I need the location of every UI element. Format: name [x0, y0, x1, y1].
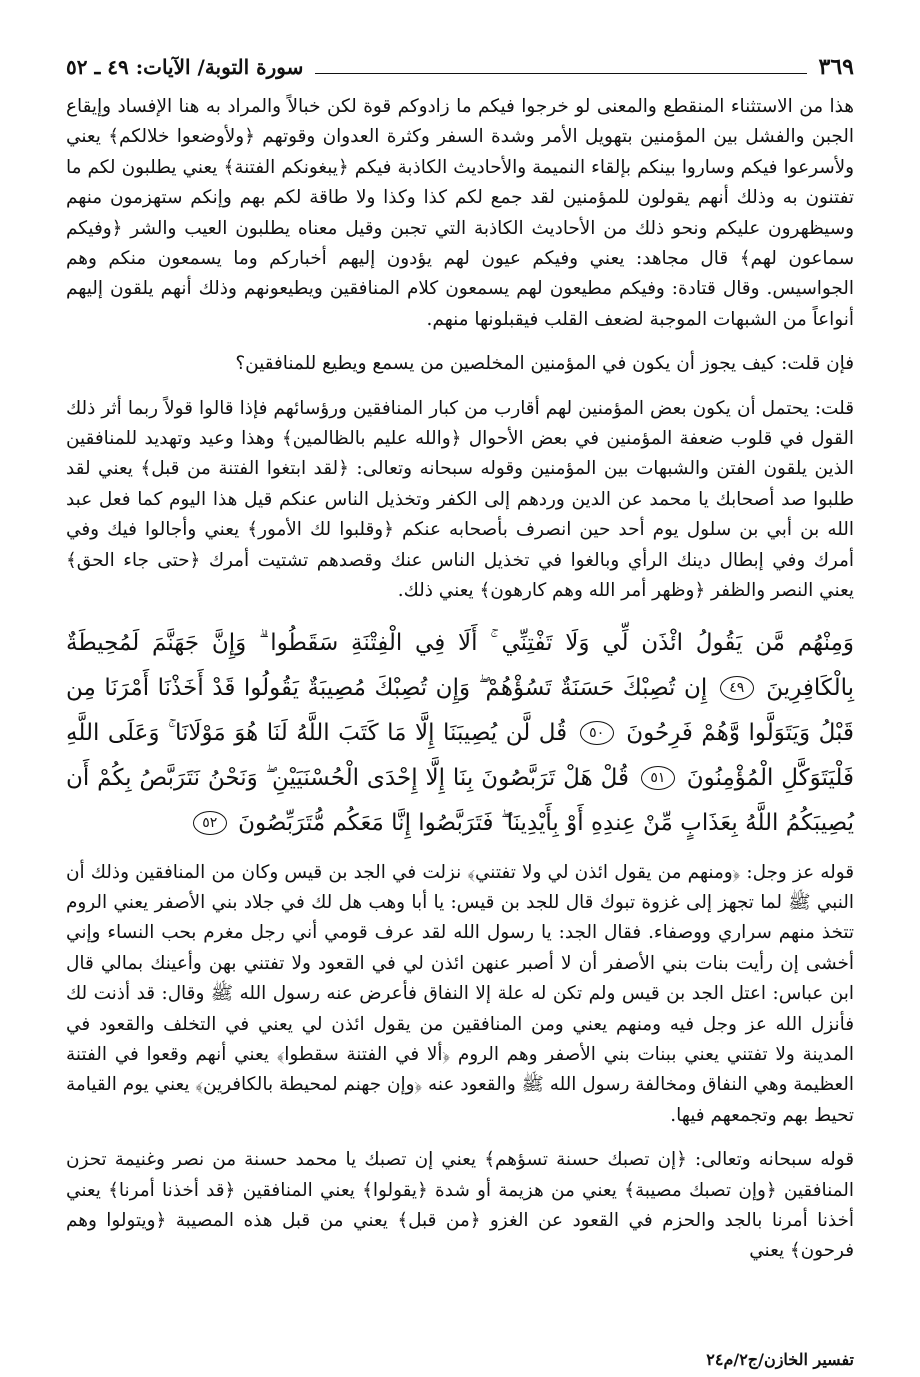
tafsir-paragraph: هذا من الاستثناء المنقطع والمعنى لو خرجوا فيكم ما زادوكم قوة لكن خبالاً والمراد به هنا الإفساد وإيقاع الجبن والفشل بين المؤمنين بتهويل الأمر وشدة السفر وكثرة العدوان وقوتهم ﴿ولأوضعوا خلالكم﴾ يعني ولأسرعوا فيكم وساروا بينكم بإلقاء النميمة والأحاديث الكاذبة فيكم ﴿يبغونكم الفتنة﴾ يعني يطلبون لكم ما تفتنون به وذلك أنهم يقولون للمؤمنين لقد جمع لكم كذا وكذا ولا طاقة لكم بهم وإنكم ستهزمون منهم وسيظهرون عليكم ونحو ذلك من الأحاديث الكاذبة التي تجبن وقيل معناه يطلبون العيب والشر ﴿وفيكم سماعون لهم﴾ قال مجاهد: يعني وفيكم عيون لهم يؤدون إليهم أخباركم وما يسمعون منكم وهم الجواسيس. وقال قتادة: وفيكم مطيعون لهم يسمعون كلام المنافقين ويطيعونهم وذلك أنهم يلقون إليهم أنواعاً من الشبهات الموجبة لضعف القلب فيقبلونها منهم.: [66, 96, 854, 330]
ayah-number-marker: ٤٩: [720, 676, 754, 700]
question-paragraph: فإن قلت: كيف يجوز أن يكون في المؤمنين المخلصين من يسمع ويطيع للمنافقين؟: [235, 353, 854, 375]
ayah-number-marker: ٥١: [641, 766, 675, 790]
answer-paragraph: قلت: يحتمل أن يكون بعض المؤمنين لهم أقارب من كبار المنافقين ورؤسائهم فإذا قالوا قولاً ربما أثر ذلك القول في قلوب ضعفة المؤمنين في بعض الأحوال ﴿والله عليم بالظالمين﴾ وهذا وعيد وتهديد للمنافقين الذين يلقون الفتن والشبهات بين المؤمنين وقوله سبحانه وتعالى: ﴿لقد ابتغوا الفتنة من قبل﴾ يعني لقد طلبوا صد أصحابك يا محمد عن الدين وردهم إلى الكفر وتخذيل الناس عنكم قيل هذا اليوم كما فعل عبد الله بن أبي بن سلول يوم أحد حين انصرف بأصحابه عنكم ﴿وقلبوا لك الأمور﴾ يعني وأجالوا فيك وفي أمرك وفي إبطال دينك الرأي وبالغوا في تخذيل الناس عنك وقصدهم تشتيت أمرك ﴿حتى جاء الحق﴾ يعني النصر والظفر ﴿وظهر أمر الله وهم كارهون﴾ يعني ذلك.: [66, 397, 854, 602]
surah-title: سورة التوبة/ الآيات: ٤٩ ـ ٥٢: [66, 55, 304, 79]
verse-text: إِن تُصِبْكَ حَسَنَةٌ تَسُؤْهُمْ ۖ وَإِن تُصِبْكَ مُصِيبَةٌ يَقُولُوا قَدْ أَخَذْنَا أَمْرَنَا مِن قَبْلُ وَيَتَوَلَّوا وَّهُمْ فَرِحُونَ: [66, 674, 854, 746]
page-header: [66, 52, 854, 82]
tafsir-paragraph: قوله سبحانه وتعالى: ﴿إن تصبك حسنة تسؤهم﴾ يعني إن تصبك يا محمد حسنة من نصر وغنيمة تحزن المنافقين ﴿وإن تصبك مصيبة﴾ يعني من هزيمة أو شدة ﴿يقولوا﴾ يعني المنافقين ﴿قد أخذنا أمرنا﴾ يعني أخذنا أمرنا بالجد والحزم في القعود عن الغزو ﴿من قبل﴾ يعني من قبل هذه المصيبة ﴿ويتولوا وهم فرحون﴾ يعني: [66, 1149, 854, 1262]
signature-mark: تفسير الخازن/ج٢/م٢٤: [706, 1350, 854, 1369]
verse-text: وَمِنْهُم مَّن يَقُولُ ائْذَن لِّي وَلَا تَفْتِنِّي ۚ أَلَا فِي الْفِتْنَةِ سَقَطُوا ۗ وَإِنَّ جَهَنَّمَ لَمُحِيطَةٌ بِالْكَافِرِينَ: [66, 629, 855, 701]
page-body: [66, 92, 854, 1267]
quran-verses-block: [66, 621, 854, 846]
ayah-number-marker: ٥٢: [193, 811, 227, 835]
tafsir-paragraph: قوله عز وجل: ﴿ومنهم من يقول ائذن لي ولا تفتني﴾ نزلت في الجد بن قيس وكان من المنافقين وذلك أن النبي ﷺ لما تجهز إلى غزوة تبوك قال للجد بن قيس: يا أبا وهب هل لك في جلاد بني الأصفر يعني الروم تتخذ منهم سراري ووصفاء. فقال الجد: يا رسول الله لقد عرف قومي أني رجل مغرم بحب النساء وإني أخشى إن رأيت بنات بني الأصفر أن لا أصبر عنهن ائذن لي في القعود ولا تفتني بهن وأعينك بمالي قال ابن عباس: اعتل الجد بن قيس ولم تكن له علة إلا النفاق فأعرض عنه رسول الله ﷺ وقال: قد أذنت لك فأنزل الله عز وجل فيه ومنهم يعني ومن المنافقين من يقول ائذن لي يعني في التخلف والقعود في المدينة ولا تفتني يعني ببنات بني الأصفر وهم الروم ﴿ألا في الفتنة سقطوا﴾ يعني أنهم وقعوا في الفتنة العظيمة وهي النفاق ومخالفة رسول الله ﷺ والقعود عنه ﴿وإن جهنم لمحيطة بالكافرين﴾ يعني يوم القيامة تحيط بهم وتجمعهم فيها.: [66, 861, 854, 1126]
header-rule: [315, 73, 806, 74]
verse-text: قُلْ هَلْ تَرَبَّصُونَ بِنَا إِلَّا إِحْدَى الْحُسْنَيَيْنِ ۖ وَنَحْنُ نَتَرَبَّصُ بِكُمْ أَن يُصِيبَكُمُ اللَّهُ بِعَذَابٍ مِّنْ عِندِهِ أَوْ بِأَيْدِينَا ۖ فَتَرَبَّصُوا إِنَّا مَعَكُم مُّتَرَبِّصُونَ: [66, 764, 854, 836]
ayah-number-marker: ٥٠: [580, 721, 614, 745]
verse-text: قُل لَّن يُصِيبَنَا إِلَّا مَا كَتَبَ اللَّهُ لَنَا هُوَ مَوْلَانَا ۚ وَعَلَى اللَّهِ فَلْيَتَوَكَّلِ الْمُؤْمِنُونَ: [66, 719, 854, 791]
page-number: ٣٦٩: [818, 54, 854, 80]
